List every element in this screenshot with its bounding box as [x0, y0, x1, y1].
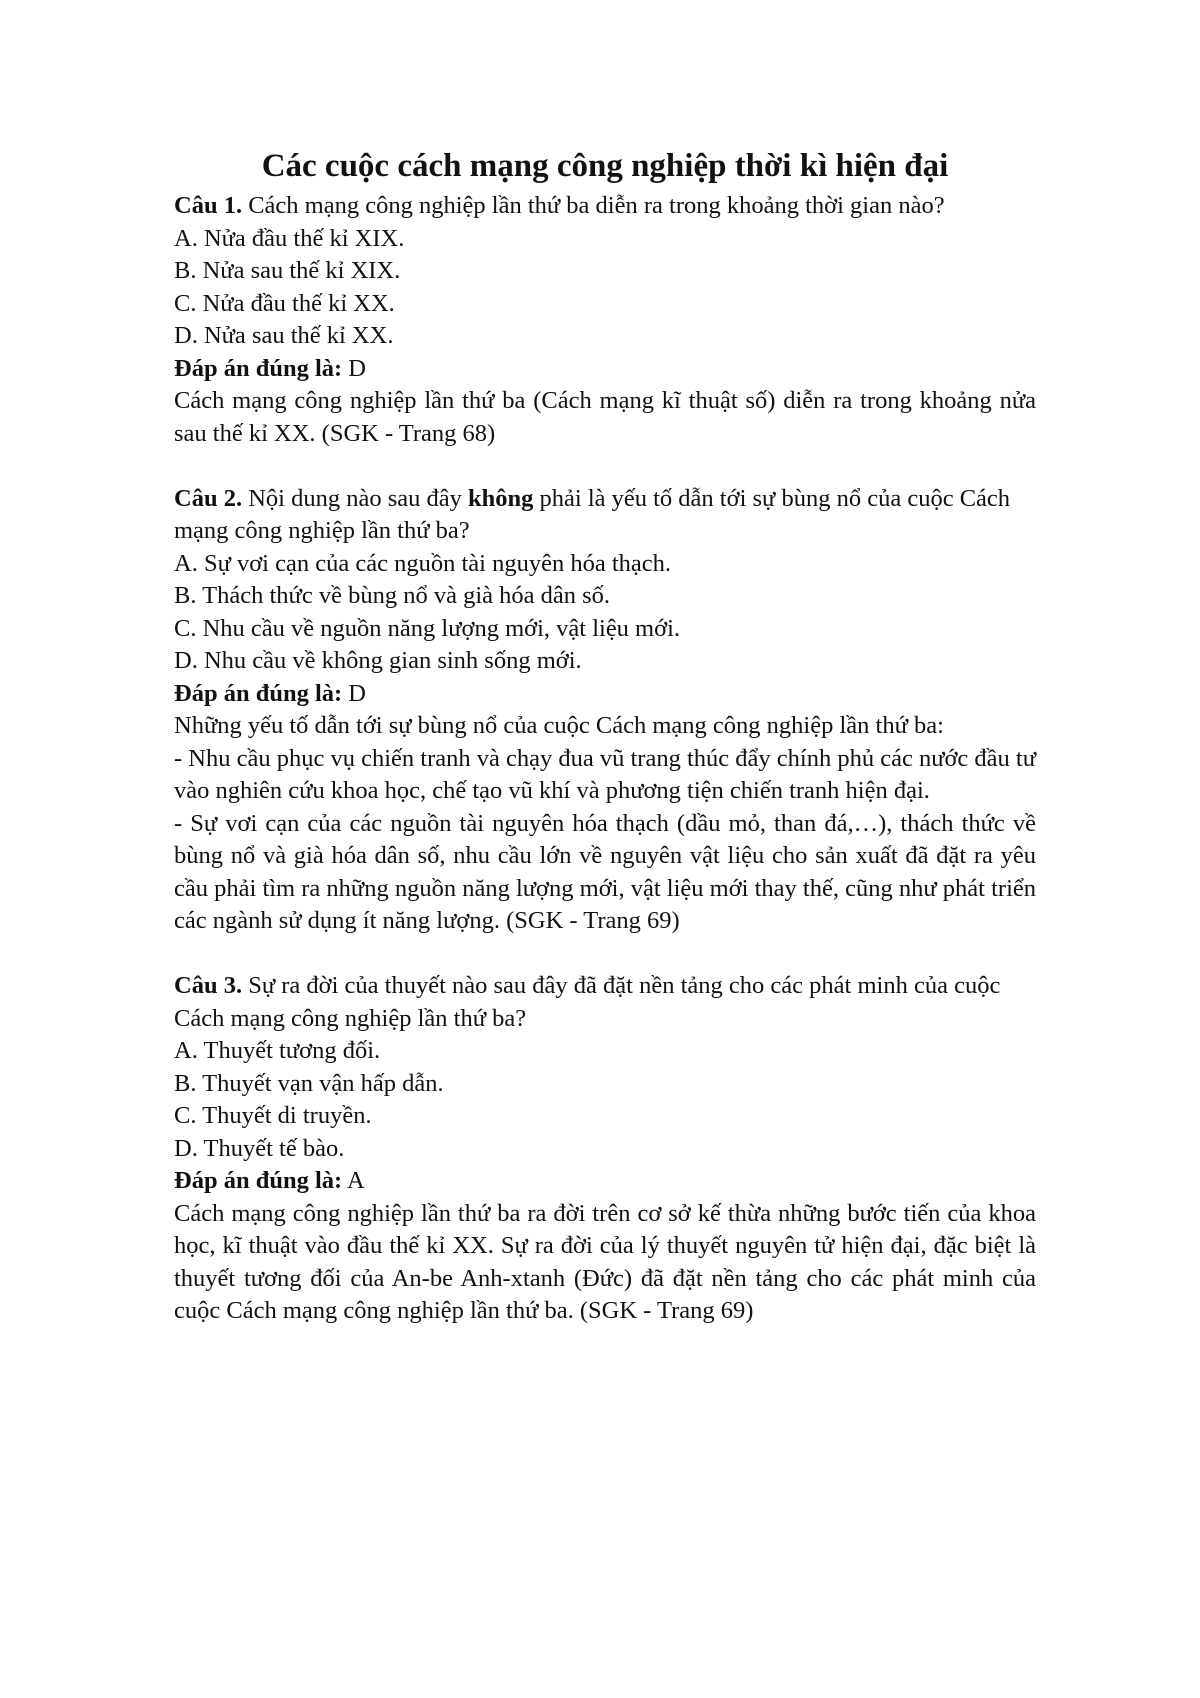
question-2-answer-value: D [342, 679, 366, 707]
document-page [174, 144, 1036, 1328]
question-3-text: Sự ra đời của thuyết nào sau đây đã đặt nền tảng cho các phát minh của cuộc Cách mạng công nghiệp lần thứ ba? [174, 972, 1001, 1032]
question-2-text-bold: không [468, 484, 534, 512]
question-3-stem [174, 970, 1036, 1035]
question-2-explanation-intro: Những yếu tố dẫn tới sự bùng nổ của cuộc Cách mạng công nghiệp lần thứ ba: [174, 712, 944, 739]
question-1-answer-value: D [342, 354, 366, 382]
question-3-answer-value: A [342, 1167, 365, 1194]
question-3-option-c: C. Thuyết di truyền. [174, 1102, 372, 1129]
question-2-text-after: phải là yếu tố dẫn tới sự bùng nổ của cuộc Cách mạng công nghiệp lần thứ ba? [174, 484, 1011, 544]
question-3-option-a: A. Thuyết tương đối. [174, 1037, 381, 1064]
question-2-label: Câu 2. [174, 484, 243, 512]
question-2 [174, 483, 1036, 938]
question-1-text: Cách mạng công nghiệp lần thứ ba diễn ra trong khoảng thời gian nào? [242, 192, 945, 219]
question-2-answer-label: Đáp án đúng là: [174, 679, 343, 707]
question-3-answer-label: Đáp án đúng là: [174, 1167, 343, 1194]
question-3-explanation: Cách mạng công nghiệp lần thứ ba ra đời trên cơ sở kế thừa những bước tiến của khoa học, kĩ thuật vào đầu thế kỉ XX. Sự ra đời của lý thuyết nguyên tử hiện đại, đặc biệt là thuyết tương đối của An-be Anh-xtanh (Đức) đã đặt nền tảng cho các phát minh của cuộc Cách mạng công nghiệp lần thứ ba. (SGK - Trang 69) [174, 1199, 1036, 1324]
question-1 [174, 190, 1036, 450]
question-2-option-b: B. Thách thức về bùng nổ và già hóa dân số. [174, 582, 611, 609]
question-1-option-d: D. Nửa sau thế kỉ XX. [174, 322, 394, 349]
question-3-answer [174, 1165, 1036, 1198]
question-1-answer-label: Đáp án đúng là: [174, 354, 343, 382]
question-1-option-a: A. Nửa đầu thế kỉ XIX. [174, 224, 405, 252]
question-3-option-d: D. Thuyết tế bào. [174, 1134, 345, 1162]
question-2-option-d: D. Nhu cầu về không gian sinh sống mới. [174, 647, 582, 674]
document-title: Các cuộc cách mạng công nghiệp thời kì hiện đại [261, 148, 949, 184]
question-1-label: Câu 1. [174, 192, 243, 219]
question-2-text-before: Nội dung nào sau đây [242, 484, 468, 512]
question-3-label: Câu 3. [174, 972, 243, 999]
question-1-option-c: C. Nửa đầu thế kỉ XX. [174, 289, 395, 317]
question-2-option-a: A. Sự vơi cạn của các nguồn tài nguyên hóa thạch. [174, 549, 672, 577]
question-3-option-b: B. Thuyết vạn vận hấp dẫn. [174, 1069, 444, 1097]
question-2-explanation-point-2: - Sự vơi cạn của các nguồn tài nguyên hóa thạch (dầu mỏ, than đá,…), thách thức về bùng nổ và già hóa dân số, nhu cầu lớn về nguyên vật liệu cho sản xuất đã đặt ra yêu cầu phải tìm ra những nguồn năng lượng mới, vật liệu mới thay thế, cũng như phát triển các ngành sử dụng ít năng lượng. (SGK - Trang 69) [174, 809, 1036, 934]
question-1-stem [174, 190, 1036, 223]
question-2-option-c: C. Nhu cầu về nguồn năng lượng mới, vật liệu mới. [174, 614, 681, 642]
question-2-answer [174, 678, 1036, 711]
question-3 [174, 970, 1036, 1328]
question-1-answer [174, 353, 1036, 386]
question-2-explanation-point-1: - Nhu cầu phục vụ chiến tranh và chạy đua vũ trang thúc đẩy chính phủ các nước đầu tư vào nghiên cứu khoa học, chế tạo vũ khí và phương tiện chiến tranh hiện đại. [174, 744, 1037, 804]
question-1-explanation: Cách mạng công nghiệp lần thứ ba (Cách mạng kĩ thuật số) diễn ra trong khoảng nửa sau thế kỉ XX. (SGK - Trang 68) [174, 387, 1036, 447]
question-2-stem [174, 483, 1036, 548]
question-1-option-b: B. Nửa sau thế kỉ XIX. [174, 257, 401, 284]
